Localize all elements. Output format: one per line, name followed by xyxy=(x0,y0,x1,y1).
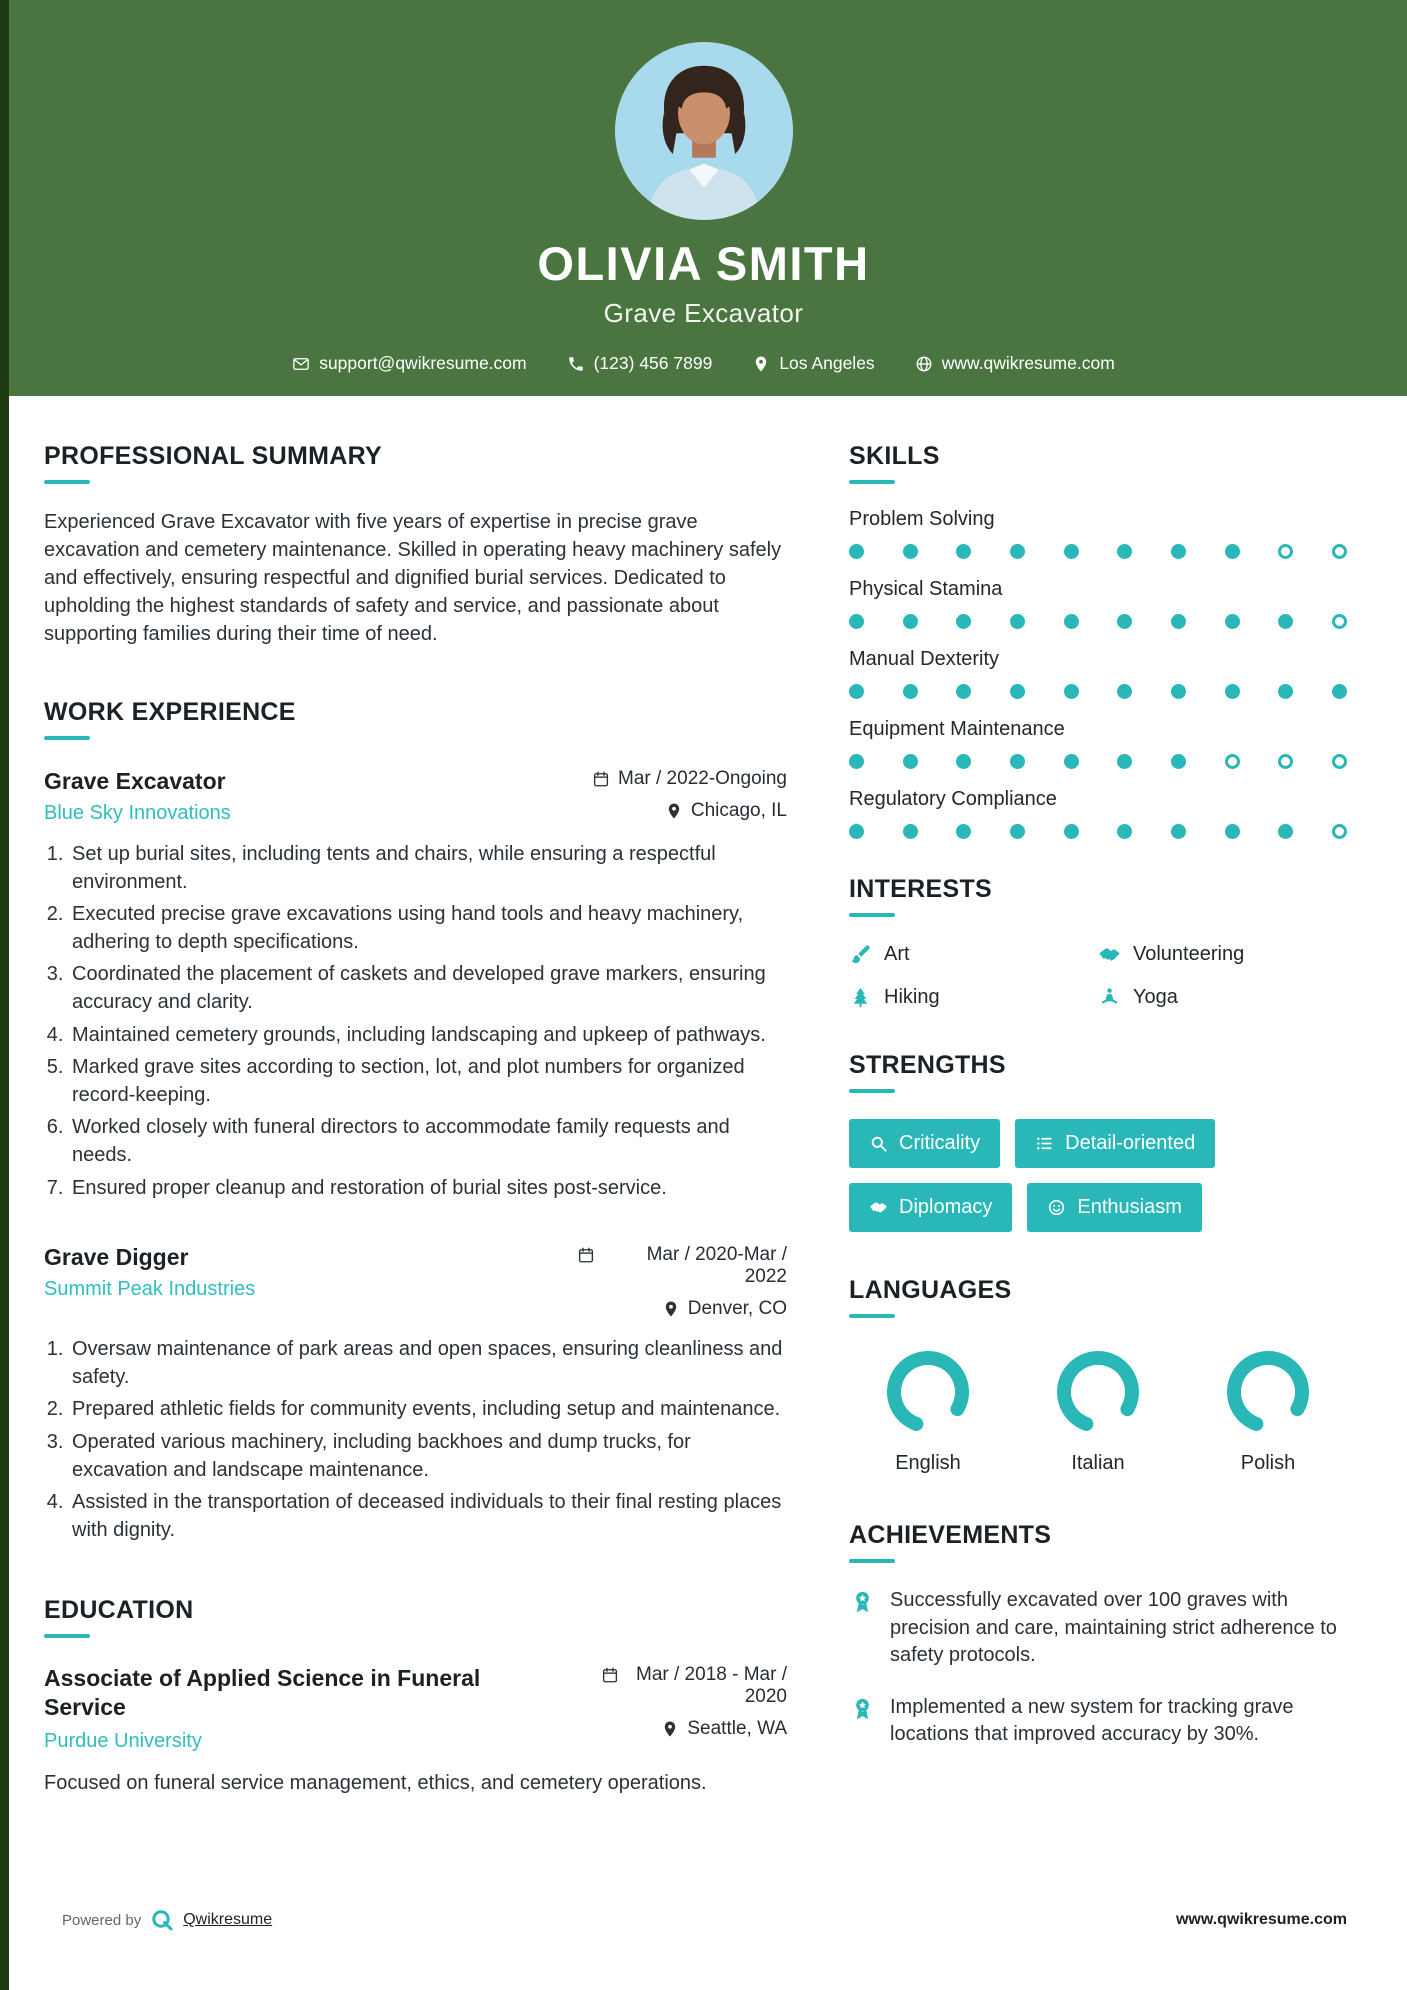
strength-badge xyxy=(1015,1119,1215,1168)
strength-badge xyxy=(849,1119,1000,1168)
skill-dots xyxy=(849,684,1347,699)
job-bullet: 3. Operated various machinery, including backhoes and dump trucks, for excavation and landscape maintenance. xyxy=(69,1429,787,1484)
skill-dot-filled xyxy=(1278,614,1293,629)
education-location-text: Seattle, WA xyxy=(687,1718,787,1740)
strength-label: Criticality xyxy=(899,1132,981,1154)
job-left xyxy=(44,1244,255,1301)
education-dates-text: Mar / 2018 - Mar / 2020 xyxy=(636,1664,787,1708)
job-right xyxy=(592,768,787,822)
left-column xyxy=(44,442,787,1797)
skill-dot-filled xyxy=(1010,544,1025,559)
skill-name: Equipment Maintenance xyxy=(849,718,1065,740)
strength-label: Detail-oriented xyxy=(1065,1132,1196,1154)
strength-label: Enthusiasm xyxy=(1077,1196,1182,1218)
achievement-text: Successfully excavated over 100 graves with precision and care, maintaining strict adherence to safety protocols. xyxy=(890,1589,1337,1667)
skill-dot-filled xyxy=(1064,754,1079,769)
job-entry xyxy=(44,1244,787,1544)
skill-dot-filled xyxy=(1171,824,1186,839)
heading-underline xyxy=(849,480,895,484)
job-bullet: 2. Prepared athletic fields for community events, including setup and maintenance. xyxy=(69,1396,787,1424)
skill-dot-filled xyxy=(956,754,971,769)
job-right xyxy=(577,1244,787,1320)
heading-underline xyxy=(849,1314,895,1318)
header xyxy=(0,0,1407,396)
interest-item xyxy=(1098,943,1347,966)
achievements-list xyxy=(849,1587,1347,1749)
job-entry xyxy=(44,768,787,1202)
skill-item xyxy=(849,788,1347,839)
interest-label: Volunteering xyxy=(1133,943,1245,965)
job-bullet: 4. Assisted in the transportation of deceased individuals to their final resting places with dignity. xyxy=(69,1489,787,1544)
language-level-ring xyxy=(1054,1348,1142,1436)
skill-dot-filled xyxy=(849,544,864,559)
skill-dot-filled xyxy=(1332,684,1347,699)
interests-grid xyxy=(849,943,1347,1009)
achievement-item xyxy=(849,1694,1347,1749)
skill-dot-filled xyxy=(903,684,918,699)
skill-dot-filled xyxy=(903,614,918,629)
education-dates xyxy=(601,1664,787,1708)
interests-heading: INTERESTS xyxy=(849,875,992,903)
languages-heading: LANGUAGES xyxy=(849,1276,1012,1304)
award-icon xyxy=(849,1588,876,1670)
skill-dot-filled xyxy=(1171,544,1186,559)
job-bullets xyxy=(44,1336,787,1544)
skill-dots xyxy=(849,544,1347,559)
calendar-icon xyxy=(601,1666,619,1684)
language-item xyxy=(1193,1348,1343,1475)
achievement-item xyxy=(849,1587,1347,1670)
education-description: Focused on funeral service management, ethics, and cemetery operations. xyxy=(44,1771,707,1794)
language-level-ring xyxy=(884,1348,972,1436)
footer xyxy=(62,1908,1347,1932)
footer-website: www.qwikresume.com xyxy=(1175,1911,1347,1928)
email-icon xyxy=(292,355,310,373)
skill-item xyxy=(849,508,1347,559)
skill-dot-filled xyxy=(1171,684,1186,699)
contact-item[interactable] xyxy=(292,353,526,374)
language-label: Polish xyxy=(1240,1452,1296,1474)
education-right xyxy=(601,1664,787,1740)
heading-underline xyxy=(44,1634,90,1638)
handshake-icon xyxy=(1098,943,1121,966)
skill-name: Manual Dexterity xyxy=(849,648,1000,670)
skill-dot-filled xyxy=(1171,754,1186,769)
skill-name: Physical Stamina xyxy=(849,578,1003,600)
job-bullets xyxy=(44,841,787,1202)
skill-dot-filled xyxy=(903,824,918,839)
section-interests xyxy=(849,875,1347,1009)
left-accent-strip xyxy=(0,0,9,1990)
calendar-icon xyxy=(577,1246,595,1264)
skill-dot-filled xyxy=(1225,824,1240,839)
skill-dot-filled xyxy=(1225,544,1240,559)
handshake-icon xyxy=(869,1198,888,1217)
job-bullet: 1. Oversaw maintenance of park areas and open spaces, ensuring cleanliness and safety. xyxy=(69,1336,787,1391)
job-bullet: 3. Coordinated the placement of caskets and developed grave markers, ensuring accuracy and clarity. xyxy=(69,961,787,1016)
heading-underline xyxy=(849,1559,895,1563)
smiley-icon xyxy=(1047,1198,1066,1217)
skill-dot-filled xyxy=(956,684,971,699)
skills-heading: SKILLS xyxy=(849,442,940,470)
skill-dot-empty xyxy=(1225,754,1240,769)
section-skills xyxy=(849,442,1347,839)
job-company: Blue Sky Innovations xyxy=(44,802,231,824)
skill-dots xyxy=(849,614,1347,629)
job-header xyxy=(44,1244,787,1320)
contact-row xyxy=(0,353,1407,374)
achievement-text: Implemented a new system for tracking grave locations that improved accuracy by 30%. xyxy=(890,1695,1294,1746)
meditation-icon xyxy=(1098,986,1121,1009)
job-location xyxy=(577,1298,787,1320)
skill-dots xyxy=(849,824,1347,839)
contact-text: (123) 456 7899 xyxy=(593,353,713,373)
skill-name: Problem Solving xyxy=(849,508,995,530)
profile-photo-illustration xyxy=(615,42,793,220)
skill-dot-filled xyxy=(1225,684,1240,699)
person-job-title: Grave Excavator xyxy=(603,298,804,328)
heading-underline xyxy=(849,1089,895,1093)
skill-dot-filled xyxy=(849,614,864,629)
paintbrush-icon xyxy=(849,943,872,966)
education-entry xyxy=(44,1664,787,1753)
strengths-list xyxy=(849,1119,1347,1232)
heading-underline xyxy=(44,480,90,484)
skill-dot-filled xyxy=(956,544,971,559)
job-dates xyxy=(577,1244,787,1288)
contact-text: www.qwikresume.com xyxy=(941,353,1115,373)
job-dates-text: Mar / 2022-Ongoing xyxy=(618,768,787,789)
job-title: Grave Excavator xyxy=(44,768,226,794)
section-strengths xyxy=(849,1051,1347,1232)
job-location-text: Denver, CO xyxy=(687,1298,787,1320)
language-label: Italian xyxy=(1071,1452,1125,1474)
interest-label: Art xyxy=(884,943,910,965)
pin-icon xyxy=(662,1300,680,1318)
contact-item[interactable] xyxy=(752,353,874,374)
phone-icon xyxy=(567,355,585,373)
skill-dot-filled xyxy=(1010,824,1025,839)
skill-item xyxy=(849,578,1347,629)
strength-label: Diplomacy xyxy=(899,1196,993,1218)
skill-dot-filled xyxy=(903,544,918,559)
achievements-heading: ACHIEVEMENTS xyxy=(849,1521,1052,1549)
section-education xyxy=(44,1596,787,1797)
pin-icon xyxy=(665,802,683,820)
skill-dot-filled xyxy=(1278,684,1293,699)
education-heading: EDUCATION xyxy=(44,1596,194,1625)
job-bullet: 5. Marked grave sites according to section, lot, and plot numbers for organized record-keeping. xyxy=(69,1054,787,1109)
skill-dot-filled xyxy=(1064,544,1079,559)
skill-dot-filled xyxy=(849,824,864,839)
job-bullet: 1. Set up burial sites, including tents and chairs, while ensuring a respectful environment. xyxy=(69,841,787,896)
qwikresume-brand-link[interactable]: Qwikresume xyxy=(183,1911,273,1928)
job-company: Summit Peak Industries xyxy=(44,1278,256,1301)
award-icon xyxy=(849,1695,876,1749)
globe-icon xyxy=(915,355,933,373)
calendar-icon xyxy=(592,770,610,788)
list-icon xyxy=(1035,1134,1054,1153)
tree-icon xyxy=(849,986,872,1009)
skill-item xyxy=(849,718,1347,769)
languages-list xyxy=(849,1348,1347,1475)
interest-item xyxy=(849,986,1098,1009)
language-level-ring xyxy=(1224,1348,1312,1436)
skill-dot-filled xyxy=(1225,614,1240,629)
skill-item xyxy=(849,648,1347,699)
language-item xyxy=(853,1348,1003,1475)
profile-photo xyxy=(615,42,793,220)
powered-by xyxy=(62,1908,272,1932)
skill-dot-filled xyxy=(956,614,971,629)
section-work-experience xyxy=(44,698,787,1544)
strength-badge xyxy=(1027,1183,1202,1232)
skill-dot-empty xyxy=(1332,754,1347,769)
right-column xyxy=(849,442,1347,1797)
interest-label: Yoga xyxy=(1133,986,1178,1008)
job-bullet: 6. Worked closely with funeral directors to accommodate family requests and needs. xyxy=(69,1114,787,1169)
job-location-text: Chicago, IL xyxy=(690,800,787,821)
skill-dot-empty xyxy=(1332,614,1347,629)
skill-dot-empty xyxy=(1332,824,1347,839)
job-header xyxy=(44,768,787,825)
contact-item[interactable] xyxy=(915,353,1115,374)
skill-dot-filled xyxy=(1278,824,1293,839)
contact-text: support@qwikresume.com xyxy=(319,353,527,373)
powered-by-label: Powered by xyxy=(62,1911,142,1929)
main-content xyxy=(0,396,1407,1797)
summary-text: Experienced Grave Excavator with five years of expertise in precise grave excavation and cemetery maintenance. Skilled in operating heavy machinery safely and effectively, ensuring respectful and dignified burial services. Dedicated to upholding the highest standards of safety and service, and passionate about supporting families during their time of need. xyxy=(44,511,782,645)
heading-underline xyxy=(44,736,90,740)
section-achievements xyxy=(849,1521,1347,1749)
skill-dot-filled xyxy=(1064,614,1079,629)
contact-text: Los Angeles xyxy=(779,353,875,373)
education-left xyxy=(44,1664,544,1753)
job-bullet: 4. Maintained cemetery grounds, including landscaping and upkeep of pathways. xyxy=(69,1022,787,1050)
skill-dot-filled xyxy=(1064,824,1079,839)
skill-dot-filled xyxy=(1117,684,1132,699)
education-location xyxy=(601,1718,787,1740)
pin-icon xyxy=(661,1720,679,1738)
skill-dot-filled xyxy=(956,824,971,839)
job-location xyxy=(592,800,787,822)
skill-dot-empty xyxy=(1278,754,1293,769)
skill-dot-filled xyxy=(1117,824,1132,839)
job-dates-text: Mar / 2020-Mar / 2022 xyxy=(646,1244,787,1288)
skill-dot-empty xyxy=(1278,544,1293,559)
job-bullet: 7. Ensured proper cleanup and restoration of burial sites post-service. xyxy=(69,1175,787,1203)
skill-dot-empty xyxy=(1332,544,1347,559)
contact-item[interactable] xyxy=(567,353,713,374)
skill-dot-filled xyxy=(849,754,864,769)
language-item xyxy=(1023,1348,1173,1475)
interest-label: Hiking xyxy=(884,986,940,1008)
skill-name: Regulatory Compliance xyxy=(849,788,1057,810)
interest-item xyxy=(1098,986,1347,1009)
skill-dot-filled xyxy=(1010,614,1025,629)
degree-title: Associate of Applied Science in Funeral Service xyxy=(44,1665,481,1721)
skill-dots xyxy=(849,754,1347,769)
job-title: Grave Digger xyxy=(44,1244,189,1271)
language-label: English xyxy=(895,1452,961,1474)
skill-dot-filled xyxy=(1117,754,1132,769)
skills-list xyxy=(849,508,1347,839)
skill-dot-filled xyxy=(903,754,918,769)
experience-heading: WORK EXPERIENCE xyxy=(44,698,296,726)
section-languages xyxy=(849,1276,1347,1475)
skill-dot-filled xyxy=(1010,684,1025,699)
skill-dot-filled xyxy=(1117,614,1132,629)
qwikresume-logo-icon xyxy=(150,1908,174,1932)
skill-dot-filled xyxy=(1171,614,1186,629)
magnifier-icon xyxy=(869,1134,888,1153)
summary-heading: PROFESSIONAL SUMMARY xyxy=(44,442,382,470)
jobs-list xyxy=(44,768,787,1544)
skill-dot-filled xyxy=(849,684,864,699)
skill-dot-filled xyxy=(1064,684,1079,699)
job-dates xyxy=(592,768,787,790)
job-bullet: 2. Executed precise grave excavations using hand tools and heavy machinery, adhering to depth specifications. xyxy=(69,901,787,956)
strengths-heading: STRENGTHS xyxy=(849,1051,1006,1079)
skill-dot-filled xyxy=(1117,544,1132,559)
skill-dot-filled xyxy=(1010,754,1025,769)
interest-item xyxy=(849,943,1098,966)
section-professional-summary xyxy=(44,442,787,648)
location-icon xyxy=(752,355,770,373)
school-name: Purdue University xyxy=(44,1729,202,1752)
person-name: OLIVIA SMITH xyxy=(537,237,870,290)
job-left xyxy=(44,768,231,825)
strength-badge xyxy=(849,1183,1012,1232)
heading-underline xyxy=(849,913,895,917)
